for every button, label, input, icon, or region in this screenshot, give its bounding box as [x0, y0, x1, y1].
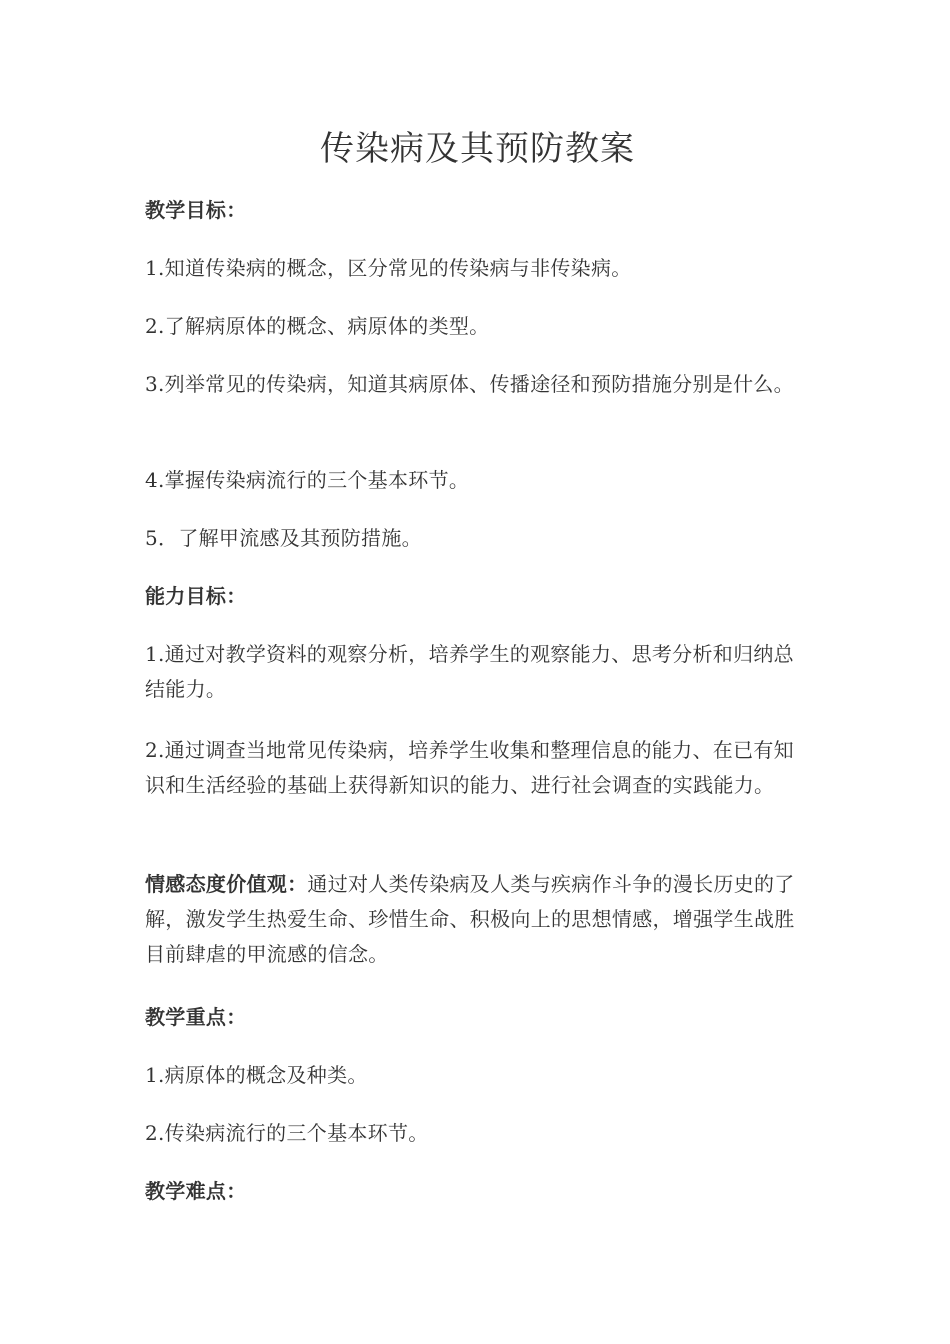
objective-item: 5．了解甲流感及其预防措施。	[145, 526, 422, 550]
key-point-item: 2.传染病流行的三个基本环节。	[145, 1121, 429, 1145]
emotion-text: 通过对人类传染病及人类与疾病作斗争的漫长历史的了解，激发学生热爱生命、珍惜生命、积极向上的思想情感，增强学生战胜目前肆虐的甲流感的信念。	[145, 872, 795, 966]
emotion-paragraph	[145, 867, 810, 972]
objective-item: 3.列举常见的传染病，知道其病原体、传播途径和预防措施分别是什么。	[145, 372, 794, 396]
difficulty-heading: 教学难点：	[145, 1179, 247, 1203]
ability-item: 1.通过对教学资料的观察分析，培养学生的观察能力、思考分析和归纳总结能力。	[145, 642, 794, 701]
ability-item: 2.通过调查当地常见传染病，培养学生收集和整理信息的能力、在已有知识和生活经验的基础上获得新知识的能力、进行社会调查的实践能力。	[145, 738, 794, 797]
key-points-heading: 教学重点：	[145, 1005, 247, 1029]
objective-item: 4.掌握传染病流行的三个基本环节。	[145, 468, 470, 492]
document-title: 传染病及其预防教案	[320, 129, 635, 169]
objectives-heading: 教学目标：	[145, 198, 247, 222]
emotion-label: 情感态度价值观：	[145, 872, 308, 896]
key-point-item: 1.病原体的概念及种类。	[145, 1063, 368, 1087]
ability-heading: 能力目标：	[145, 584, 247, 608]
objective-item: 2.了解病原体的概念、病原体的类型。	[145, 314, 490, 338]
objective-item: 1.知道传染病的概念，区分常见的传染病与非传染病。	[145, 256, 632, 280]
